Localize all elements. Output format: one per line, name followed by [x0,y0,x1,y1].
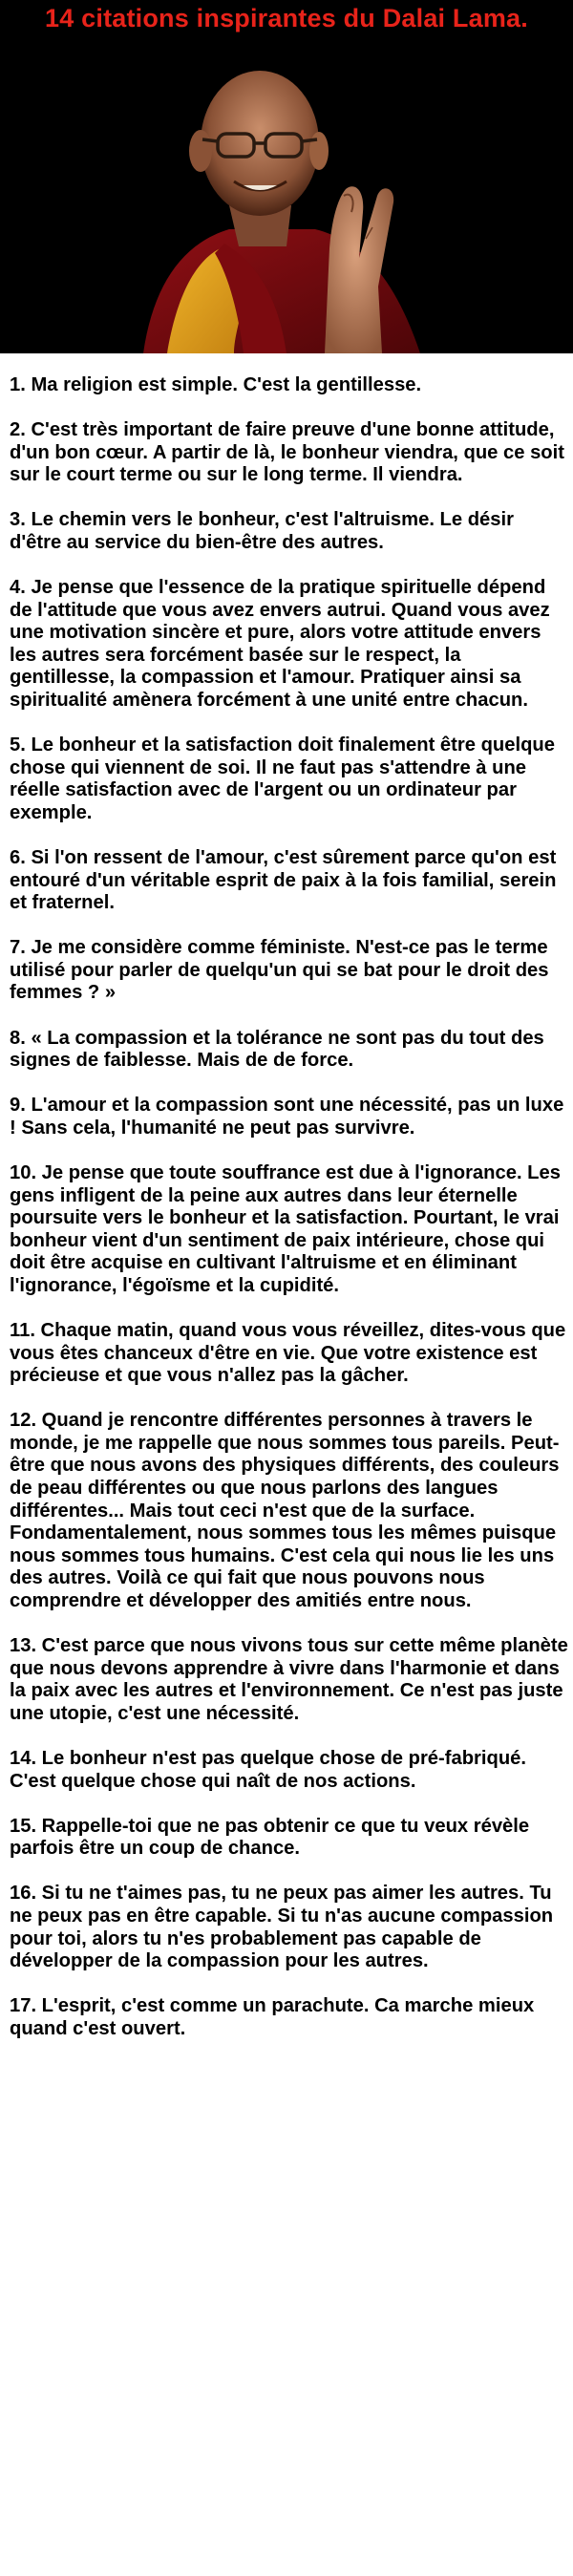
quote-item: 11. Chaque matin, quand vous vous réveillez, dites-vous que vous êtes chanceux d'être en vie. Que votre existence est précieuse et que vous n'allez pas la gâcher. [10,1320,566,1387]
header-banner [0,0,573,353]
quote-item: 6. Si l'on ressent de l'amour, c'est sûrement parce qu'on est entouré d'un véritable esprit de paix à la fois familial, serein et fraternel. [10,847,557,914]
quote-item: 4. Je pense que l'essence de la pratique spirituelle dépend de l'attitude que vous avez envers autrui. Quand vous avez une motivation sincère et pure, alors votre attitude envers les autres sera forcément basée sur le respect, la gentillesse, la compassion et l'amour. Pratiquer ainsi sa spiritualité amènera forcément à une unité entre chacun. [10,577,550,712]
quote-item: 13. C'est parce que nous vivons tous sur cette même planète que nous devons apprendre à vivre dans l'harmonie et dans la paix avec les autres et l'environnement. Ce n'est pas juste une utopie, c'est une nécessité. [10,1635,568,1724]
quote-list [0,353,568,2040]
quote-item: 5. Le bonheur et la satisfaction doit finalement être quelque chose qui viennent de soi. Il ne faut pas s'attendre à une réelle satisfaction avec de l'argent ou un ordinateur par exemple. [10,734,555,823]
page-title: 14 citations inspirantes du Dalai Lama. [45,4,528,32]
quote-item: 9. L'amour et la compassion sont une nécessité, pas un luxe ! Sans cela, l'humanité ne peut pas survivre. [10,1095,564,1139]
quote-item: 16. Si tu ne t'aimes pas, tu ne peux pas aimer les autres. Tu ne peux pas en être capable. Si tu n'as aucune compassion pour toi, alors tu n'es probablement pas capable de développer de la compassion pour les autres. [10,1883,554,1972]
quote-item: 12. Quand je rencontre différentes personnes à travers le monde, je me rappelle que nous sommes tous pareils. Peut-être que nous avons des physiques différents, des couleurs de peau différentes ou que nous parlons des langues différentes... Mais tout ceci n'est que de la surface. Fondamentalement, nous sommes tous les mêmes puisque nous sommes tous humains. C'est cela qui nous lie les uns des autres. Voilà ce qui fait que nous pouvons nous comprendre et développer des amitiés entre nous. [10,1410,560,1612]
quote-item: 3. Le chemin vers le bonheur, c'est l'altruisme. Le désir d'être au service du bien-être des autres. [10,509,514,553]
quote-item: 15. Rappelle-toi que ne pas obtenir ce que tu veux révèle parfois être un coup de chance. [10,1815,530,1860]
quote-item: 2. C'est très important de faire preuve d'une bonne attitude, d'un bon cœur. A partir de là, le bonheur viendra, que ce soit sur le court terme ou sur le long terme. Il viendra. [10,419,564,486]
quote-item: 10. Je pense que toute souffrance est due à l'ignorance. Les gens infligent de la peine aux autres dans leur éternelle poursuite vers le bonheur et la satisfaction. Pourtant, le vrai bonheur vient d'un sentiment de paix intérieure, chose qui doit être acquise en cultivant l'altruisme et en éliminant l'ignorance, l'égoïsme et la cupidité. [10,1161,561,1296]
quote-item: 8. « La compassion et la tolérance ne sont pas du tout des signes de faiblesse. Mais de de force. [10,1027,544,1072]
portrait-photo [0,0,573,353]
quote-item: 17. L'esprit, c'est comme un parachute. Ca marche mieux quand c'est ouvert. [10,1995,535,2039]
quote-item: 7. Je me considère comme féministe. N'est-ce pas le terme utilisé pour parler de quelqu'un qui se bat pour le droit des femmes ? » [10,937,549,1004]
quote-item: 1. Ma religion est simple. C'est la gentillesse. [10,374,422,395]
quote-item: 14. Le bonheur n'est pas quelque chose de pré-fabriqué. C'est quelque chose qui naît de nos actions. [10,1748,527,1792]
